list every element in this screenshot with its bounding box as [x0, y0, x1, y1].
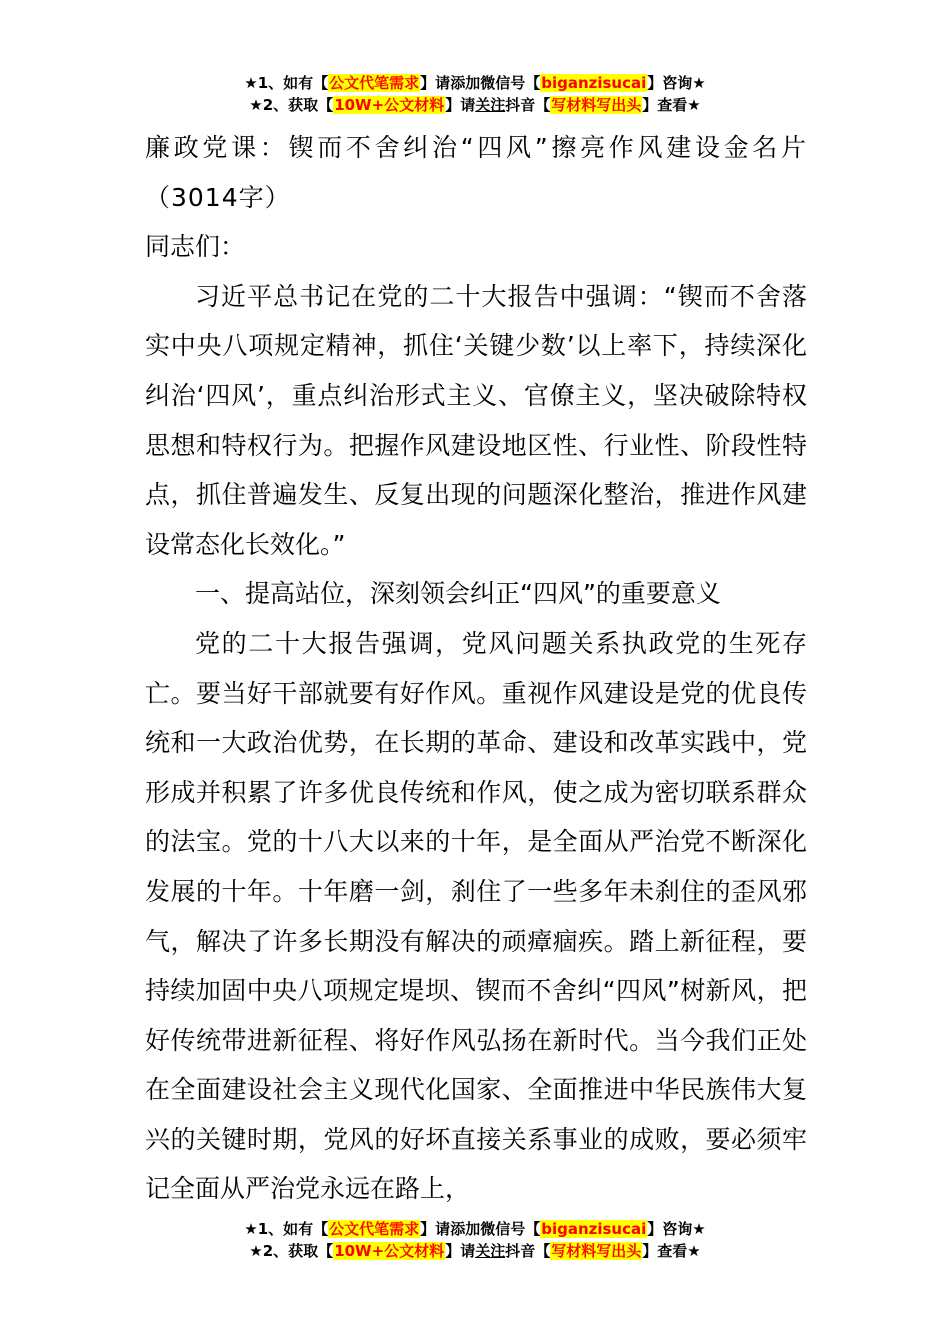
- banner-text: 】查看★: [642, 1242, 701, 1260]
- footer-banner: [0, 1218, 950, 1262]
- banner-text: 】请: [420, 1220, 451, 1238]
- banner-text: 】请: [445, 1242, 476, 1260]
- banner-text: 抖音【: [505, 1242, 551, 1260]
- document-title: 廉政党课：锲而不舍纠治“四风”擦亮作风建设金名片（3014字）: [145, 133, 807, 212]
- banner-line-2: [0, 94, 950, 116]
- highlight-douyin-id: 写材料写出头: [551, 96, 642, 114]
- banner-text: 微信号【: [480, 74, 541, 92]
- banner-emphasis: 添加: [450, 1220, 481, 1238]
- highlight-douyin-id: 写材料写出头: [551, 1242, 642, 1260]
- banner-text: 】咨询★: [647, 1220, 706, 1238]
- banner-text: 抖音【: [505, 96, 551, 114]
- banner-line-1: [0, 72, 950, 94]
- banner-text: ★2、获取【: [249, 1242, 334, 1260]
- banner-text: ★2、获取【: [249, 96, 334, 114]
- document-body: [145, 123, 807, 1214]
- banner-emphasis: 关注: [475, 1242, 506, 1260]
- banner-emphasis: 添加: [450, 74, 481, 92]
- highlight-materials: 10W+公文材料: [334, 96, 445, 114]
- banner-text: 】请: [420, 74, 451, 92]
- header-banner: [0, 72, 950, 116]
- banner-text: 】咨询★: [647, 74, 706, 92]
- paragraph: 党的二十大报告强调，党风问题关系执政党的生死存亡。要当好干部就要有好作风。重视作风建设是党的优良传统和一大政治优势，在长期的革命、建设和改革实践中，党形成并积累了许多优良传统和作风，使之成为密切联系群众的法宝。党的十八大以来的十年，是全面从严治党不断深化发展的十年。十年磨一剑，刹住了一些多年未刹住的歪风邪气，解决了许多长期没有解决的顽瘴痼疾。踏上新征程，要持续加固中央八项规定堤坝、锲而不舍纠“四风”树新风，把好传统带进新征程、将好作风弘扬在新时代。当今我们正处在全面建设社会主义现代化国家、全面推进中华民族伟大复兴的关键时期，党风的好坏直接关系事业的成败，要必须牢记全面从严治党永远在路上，: [145, 628, 807, 1204]
- highlight-materials: 10W+公文材料: [334, 1242, 445, 1260]
- highlight-wechat-id: biganzisucai: [541, 74, 647, 92]
- banner-text: 】请: [445, 96, 476, 114]
- highlight-wechat-id: biganzisucai: [541, 1220, 647, 1238]
- banner-text: 】查看★: [642, 96, 701, 114]
- highlight-service: 公文代笔需求: [329, 74, 420, 92]
- salutation: 同志们：: [145, 232, 246, 262]
- banner-line-2: [0, 1240, 950, 1262]
- banner-emphasis: 关注: [475, 96, 506, 114]
- banner-text: 微信号【: [480, 1220, 541, 1238]
- highlight-service: 公文代笔需求: [329, 1220, 420, 1238]
- banner-text: ★1、如有【: [244, 74, 329, 92]
- paragraph: 习近平总书记在党的二十大报告中强调：“锲而不舍落实中央八项规定精神，抓住‘关键少数’以上率下，持续深化纠治‘四风’，重点纠治形式主义、官僚主义，坚决破除特权思想和特权行为。把握作风建设地区性、行业性、阶段性特点，抓住普遍发生、反复出现的问题深化整治，推进作风建设常态化长效化。”: [145, 281, 807, 559]
- banner-text: ★1、如有【: [244, 1220, 329, 1238]
- banner-line-1: [0, 1218, 950, 1240]
- section-heading: 一、提高站位，深刻领会纠正“四风”的重要意义: [195, 579, 721, 609]
